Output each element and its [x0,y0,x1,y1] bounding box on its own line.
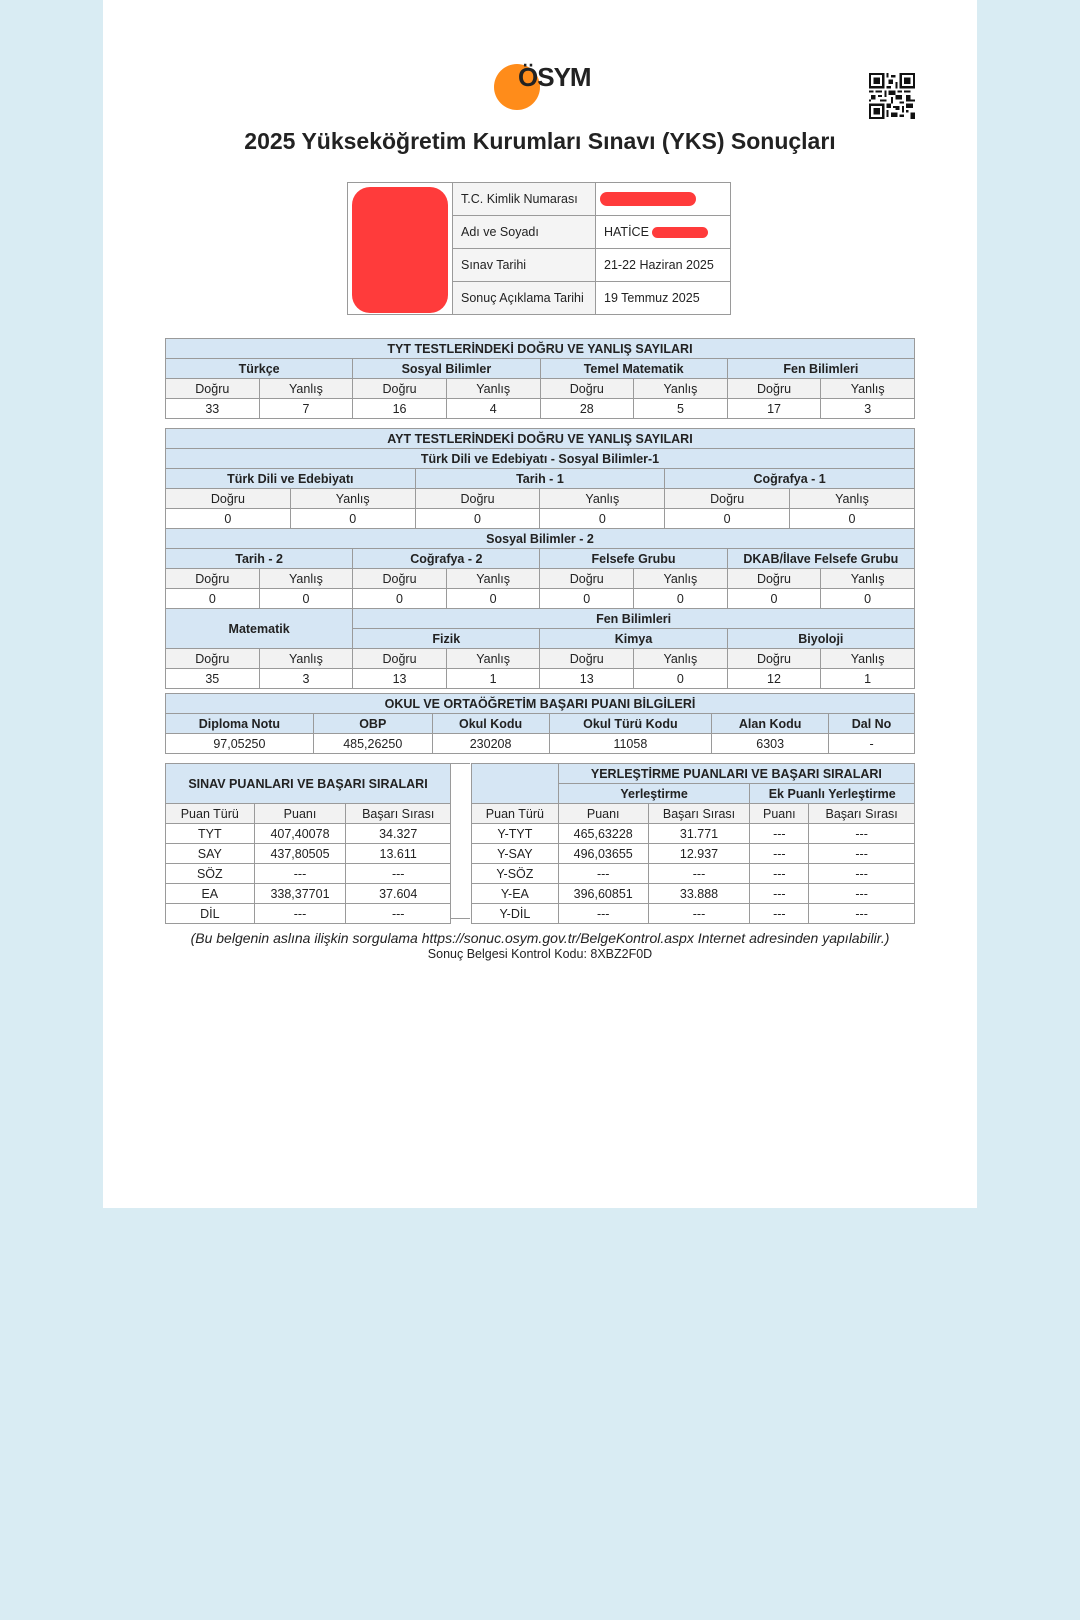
yanlis-label: Yanlış [446,569,540,589]
score-header: Puanı [558,804,648,824]
score-type: Y-TYT [472,824,559,844]
extra-rank-value: --- [809,864,915,884]
dogru-label: Doğru [166,649,260,669]
yanlis-value: 1 [821,669,915,689]
score-type: SÖZ [166,864,255,884]
subject-header: Temel Matematik [540,359,727,379]
redaction-mark [652,227,708,238]
rank-value: --- [648,864,750,884]
rank-value: 13.611 [346,844,451,864]
dogru-label: Doğru [353,649,447,669]
score-type: Y-EA [472,884,559,904]
school-code-header: Okul Kodu [432,714,549,734]
verification-note: (Bu belgenin aslına ilişkin sorgulama https://sonuc.osym.gov.tr/BelgeKontrol.aspx Internet adresinden yapılabilir.) [190,930,890,946]
obp-value: 485,26250 [313,734,432,754]
extra-score-header: Puanı [750,804,809,824]
subject-header: Felsefe Grubu [540,549,727,569]
qr-code-icon [869,73,915,119]
extra-rank-value: --- [809,904,915,924]
school-table [165,693,915,754]
score-type: Y-DİL [472,904,559,924]
dogru-value: 13 [353,669,447,689]
dogru-value: 0 [166,589,260,609]
dogru-value: 13 [540,669,634,689]
score-value: --- [558,864,648,884]
score-value: 407,40078 [254,824,346,844]
name-value: HATİCE [604,225,649,239]
yanlis-value: 1 [446,669,540,689]
exam-scores-table [165,763,451,924]
yanlis-value: 0 [821,589,915,609]
yanlis-label: Yanlış [821,569,915,589]
dogru-value: 0 [415,509,540,529]
score-value: --- [254,864,346,884]
branch-value: - [829,734,915,754]
subject-header: Biyoloji [727,629,914,649]
diploma-header: Diploma Notu [166,714,314,734]
score-header: Puanı [254,804,346,824]
rank-value: 37.604 [346,884,451,904]
yanlis-label: Yanlış [634,569,728,589]
ayt-table [165,428,915,689]
score-type-header: Puan Türü [166,804,255,824]
yanlis-value: 0 [290,509,415,529]
subject-header: Sosyal Bilimler [353,359,540,379]
placement-title: YERLEŞTİRME PUANLARI VE BAŞARI SIRALARI [558,764,914,784]
dogru-label: Doğru [727,379,821,399]
tyt-table [165,338,915,419]
field-code-value: 6303 [712,734,829,754]
placement-group-header: Yerleştirme [558,784,750,804]
school-code-value: 230208 [432,734,549,754]
subject-header: Fen Bilimleri [727,359,914,379]
rank-header: Başarı Sırası [648,804,750,824]
dogru-label: Doğru [540,649,634,669]
dogru-value: 16 [353,399,447,419]
field-code-header: Alan Kodu [712,714,829,734]
score-type: Y-SAY [472,844,559,864]
subject-header: Tarih - 2 [166,549,353,569]
dogru-value: 17 [727,399,821,419]
yanlis-value: 0 [634,589,728,609]
yanlis-value: 0 [540,509,665,529]
name-label: Adı ve Soyadı [453,216,596,249]
yanlis-label: Yanlış [259,379,353,399]
yanlis-label: Yanlış [290,489,415,509]
redaction-mark [352,187,448,313]
yanlis-label: Yanlış [446,649,540,669]
rank-value: 12.937 [648,844,750,864]
score-value: 465,63228 [558,824,648,844]
extra-score-value: --- [750,864,809,884]
table-spacer [451,763,470,919]
dogru-value: 0 [665,509,790,529]
score-value: 496,03655 [558,844,648,864]
dogru-label: Doğru [540,379,634,399]
identity-table [347,182,731,315]
subject-header: Coğrafya - 1 [665,469,915,489]
school-title: OKUL VE ORTAÖĞRETİM BAŞARI PUANI BİLGİLERİ [166,694,915,714]
extra-rank-header: Başarı Sırası [809,804,915,824]
tyt-title: TYT TESTLERİNDEKİ DOĞRU VE YANLIŞ SAYILARI [166,339,915,359]
yanlis-value: 3 [821,399,915,419]
dogru-label: Doğru [353,379,447,399]
score-type: Y-SÖZ [472,864,559,884]
dogru-label: Doğru [166,569,260,589]
ayt-title: AYT TESTLERİNDEKİ DOĞRU VE YANLIŞ SAYILARI [166,429,915,449]
dogru-label: Doğru [665,489,790,509]
dogru-label: Doğru [166,379,260,399]
score-value: 437,80505 [254,844,346,864]
dogru-label: Doğru [727,569,821,589]
subject-header: Türk Dili ve Edebiyatı [166,469,416,489]
rank-value: --- [346,904,451,924]
branch-header: Dal No [829,714,915,734]
score-value: 338,37701 [254,884,346,904]
obp-header: OBP [313,714,432,734]
yanlis-value: 0 [446,589,540,609]
yanlis-label: Yanlış [259,649,353,669]
score-type-header: Puan Türü [472,804,559,824]
extra-rank-value: --- [809,824,915,844]
dogru-value: 0 [353,589,447,609]
control-code: Sonuç Belgesi Kontrol Kodu: 8XBZ2F0D [427,947,653,961]
redaction-mark [600,192,696,206]
id-number-value [596,183,731,216]
extra-score-value: --- [750,824,809,844]
yanlis-label: Yanlış [821,379,915,399]
result-document [103,0,977,1208]
dogru-value: 12 [727,669,821,689]
rank-value: 33.888 [648,884,750,904]
result-date-label: Sonuç Açıklama Tarihi [453,282,596,315]
score-type: EA [166,884,255,904]
rank-value: 31.771 [648,824,750,844]
extra-score-value: --- [750,884,809,904]
yanlis-value: 0 [790,509,915,529]
dogru-value: 28 [540,399,634,419]
page-title: 2025 Yükseköğretim Kurumları Sınavı (YKS) Sonuçları [244,128,836,154]
subject-header: Kimya [540,629,727,649]
placement-table [471,763,915,924]
yanlis-label: Yanlış [634,649,728,669]
extra-rank-value: --- [809,844,915,864]
yanlis-value: 4 [446,399,540,419]
result-date-value: 19 Temmuz 2025 [596,282,731,315]
school-type-header: Okul Türü Kodu [549,714,712,734]
score-value: --- [558,904,648,924]
dogru-label: Doğru [166,489,291,509]
name-value-cell [596,216,731,249]
rank-value: 34.327 [346,824,451,844]
diploma-value: 97,05250 [166,734,314,754]
dogru-label: Doğru [415,489,540,509]
extra-score-value: --- [750,904,809,924]
osym-logo [490,60,600,112]
rank-header: Başarı Sırası [346,804,451,824]
scores-title: SINAV PUANLARI VE BAŞARI SIRALARI [166,764,451,804]
yanlis-value: 7 [259,399,353,419]
yanlis-label: Yanlış [790,489,915,509]
photo-redacted [348,183,453,315]
logo-text: ÖSYM [518,62,591,92]
yanlis-label: Yanlış [259,569,353,589]
yanlis-label: Yanlış [446,379,540,399]
yanlis-value: 0 [259,589,353,609]
exam-date-value: 21-22 Haziran 2025 [596,249,731,282]
yanlis-value: 0 [634,669,728,689]
school-type-value: 11058 [549,734,712,754]
yanlis-label: Yanlış [634,379,728,399]
yanlis-value: 3 [259,669,353,689]
ayt-group1-title: Türk Dili ve Edebiyatı - Sosyal Bilimler-1 [166,449,915,469]
subject-header: Tarih - 1 [415,469,665,489]
subject-header: Coğrafya - 2 [353,549,540,569]
dogru-value: 0 [540,589,634,609]
extra-score-value: --- [750,844,809,864]
dogru-value: 35 [166,669,260,689]
placement-corner [472,764,559,804]
extra-placement-group-header: Ek Puanlı Yerleştirme [750,784,915,804]
score-type: DİL [166,904,255,924]
rank-value: --- [648,904,750,924]
yanlis-label: Yanlış [821,649,915,669]
exam-date-label: Sınav Tarihi [453,249,596,282]
extra-rank-value: --- [809,884,915,904]
subject-header: Fizik [353,629,540,649]
dogru-label: Doğru [353,569,447,589]
score-value: 396,60851 [558,884,648,904]
fen-title: Fen Bilimleri [353,609,915,629]
id-label: T.C. Kimlik Numarası [453,183,596,216]
dogru-label: Doğru [540,569,634,589]
dogru-value: 0 [727,589,821,609]
score-value: --- [254,904,346,924]
dogru-value: 33 [166,399,260,419]
subject-header: DKAB/İlave Felsefe Grubu [727,549,914,569]
yanlis-value: 5 [634,399,728,419]
dogru-value: 0 [166,509,291,529]
matematik-header: Matematik [166,609,353,649]
score-type: TYT [166,824,255,844]
dogru-label: Doğru [727,649,821,669]
rank-value: --- [346,864,451,884]
subject-header: Türkçe [166,359,353,379]
ayt-group2-title: Sosyal Bilimler - 2 [166,529,915,549]
score-type: SAY [166,844,255,864]
yanlis-label: Yanlış [540,489,665,509]
